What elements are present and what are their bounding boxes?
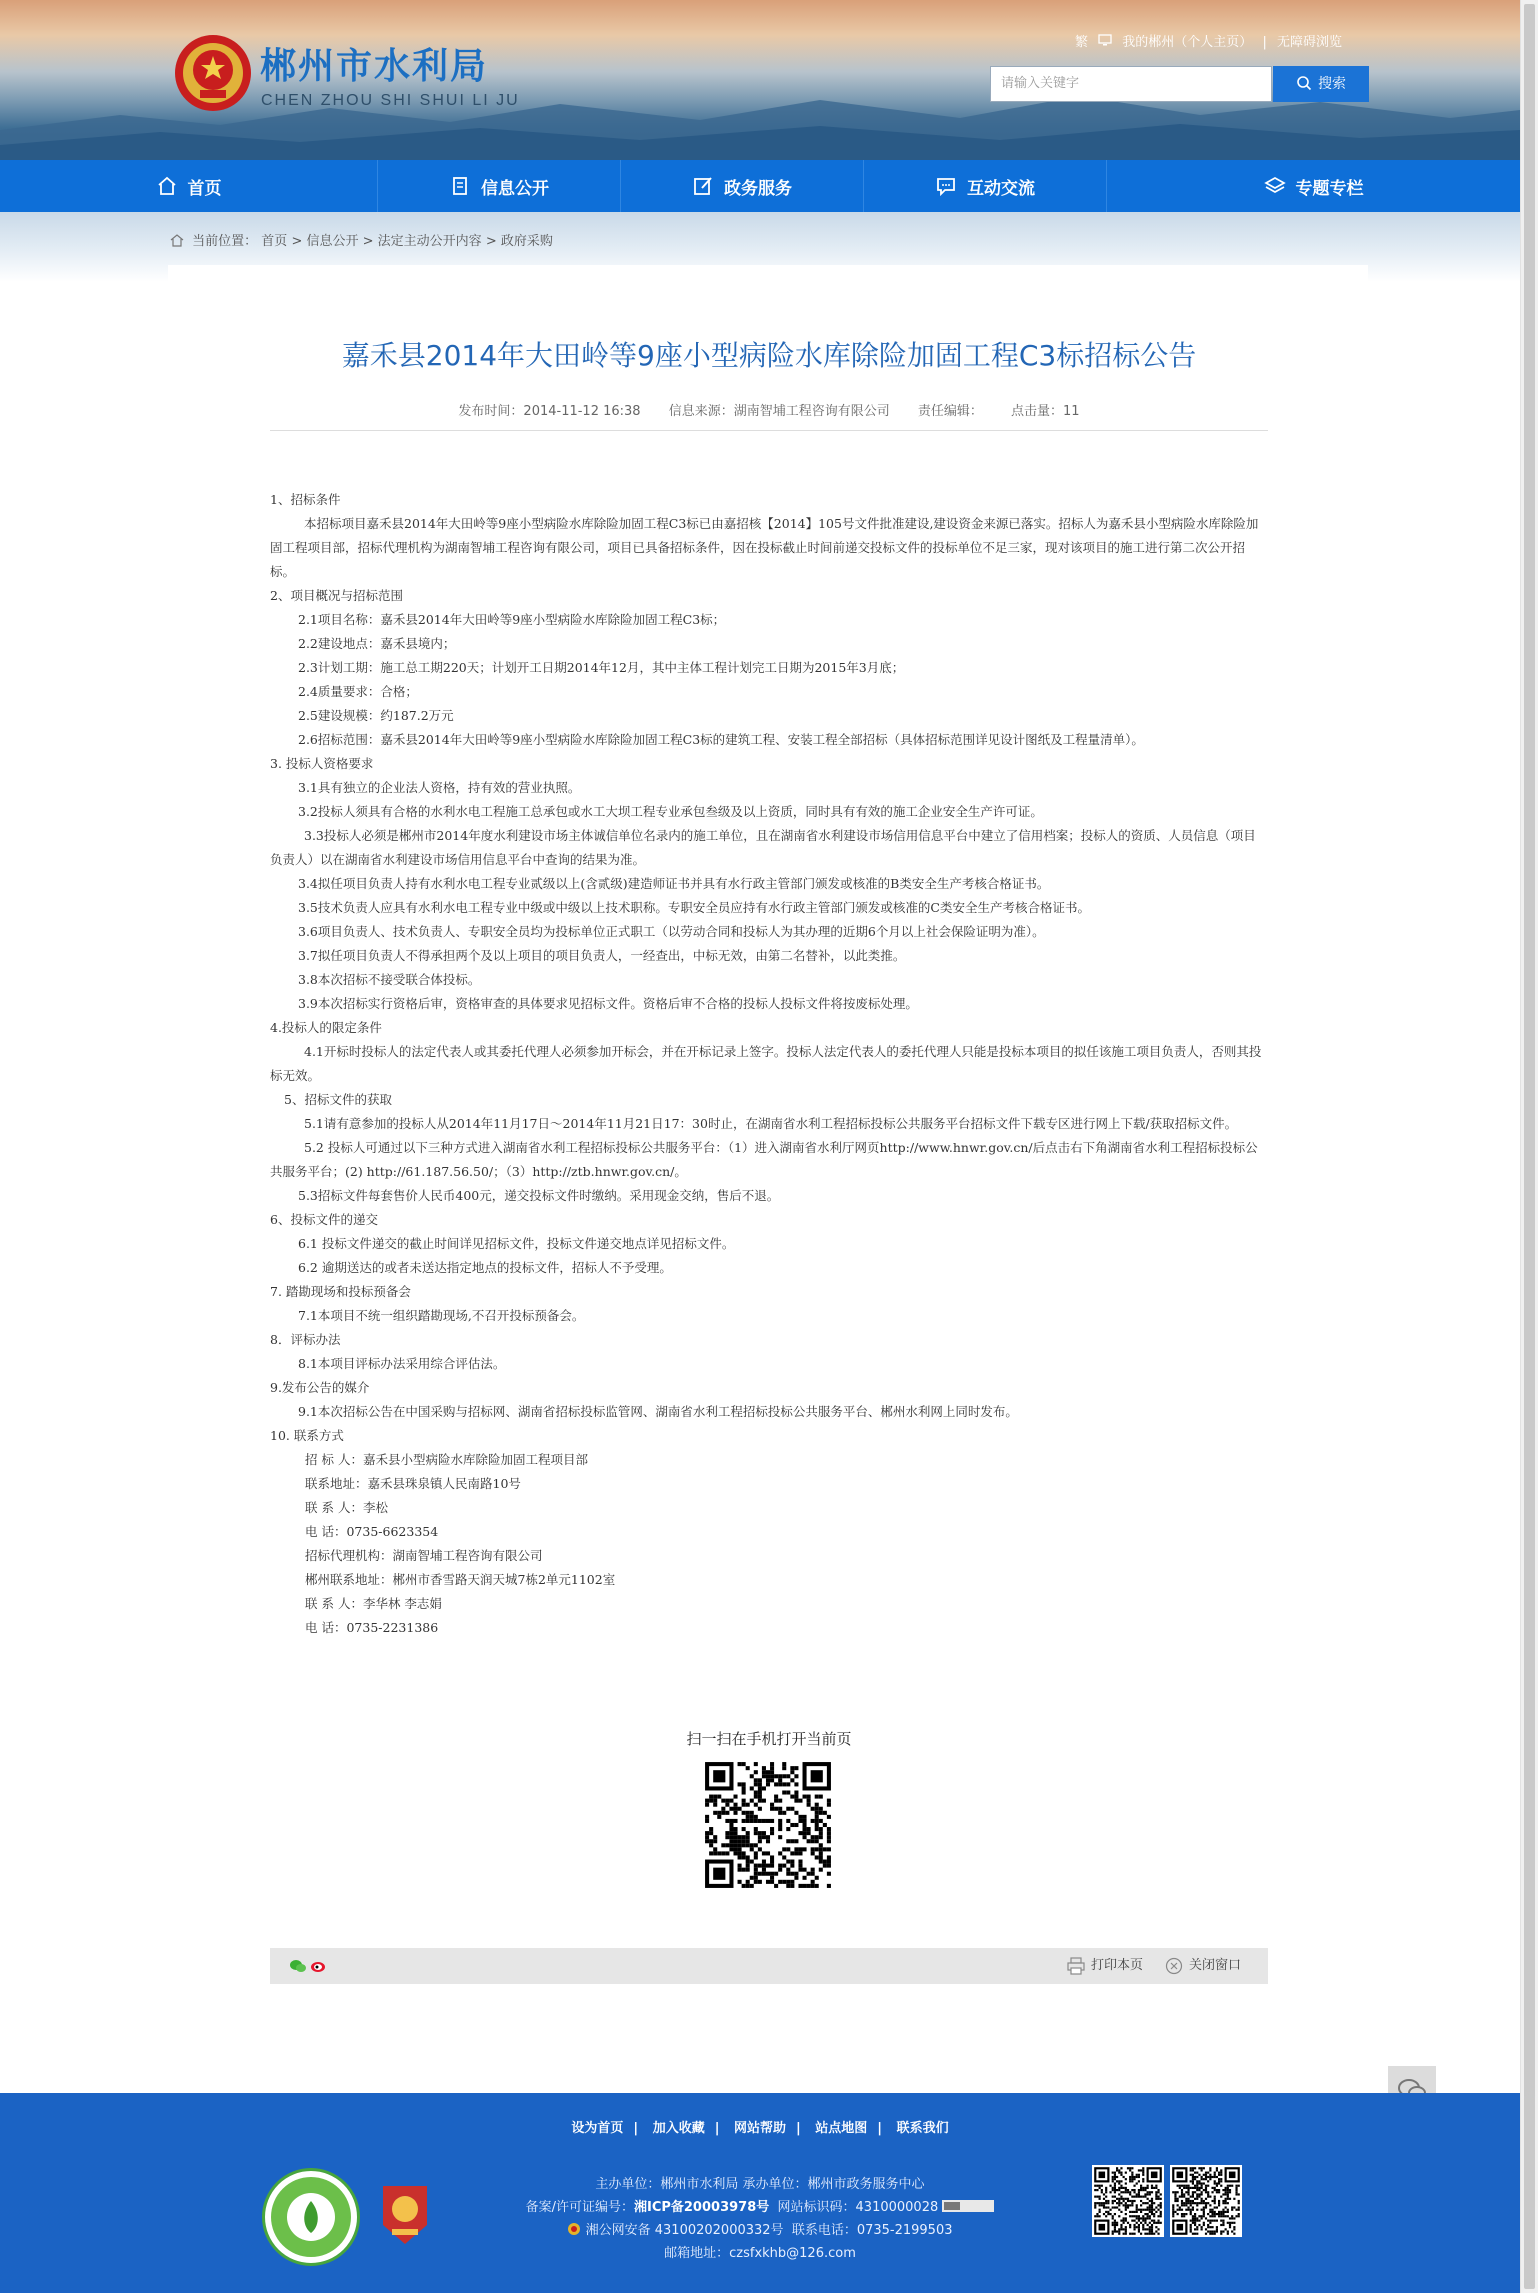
search-button[interactable] [1273, 66, 1369, 102]
body-paragraph: 6.1 投标文件递交的截止时间详见招标文件，投标文件递交地点详见招标文件。 [298, 1236, 735, 1251]
nav-info-disclosure[interactable] [378, 160, 621, 212]
info-source: 信息来源：湖南智埔工程咨询有限公司 [668, 404, 890, 419]
section-heading: 6、投标文件的递交 [270, 1212, 378, 1227]
footer-links [0, 2117, 1520, 2136]
site-help-link[interactable]: 网站帮助 [733, 2121, 786, 2136]
article-meta [0, 400, 1538, 419]
body-paragraph: 5.2 投标人可通过以下三种方式进入湖南省水利工程招标投标公共服务平台：（1）进入湖南省水利厅网页http://www.hnwr.gov.cn/后点击右下角湖南省水利工程招标投标公共服务平台；(2) http://61.187.56.50/；（3）http://ztb.hnwr.gov.cn/。 [270, 1140, 1258, 1179]
nav-interaction[interactable] [864, 160, 1107, 212]
body-paragraph: 2.5建设规模：约187.2万元 [298, 708, 454, 723]
my-homepage-link[interactable]: 我的郴州（个人主页） [1122, 35, 1253, 50]
body-paragraph: 联 系 人：李华林 李志娟 [305, 1596, 442, 1611]
body-paragraph: 3.8本次招标不接受联合体投标。 [298, 972, 481, 987]
body-paragraph: 3.1具有独立的企业法人资格，持有效的营业执照。 [298, 780, 581, 795]
host-unit: 主办单位：郴州市水利局 承办单位：郴州市政务服务中心 [595, 2177, 925, 2192]
traditional-chinese-link[interactable]: 繁 [1075, 35, 1089, 50]
footer-email: 邮箱地址：czsfxkhb@126.com [664, 2246, 856, 2261]
breadcrumb-separator: > [481, 234, 501, 249]
title-divider [270, 430, 1268, 431]
footer-qr-code [1092, 2165, 1164, 2237]
body-paragraph: 联 系 人：李松 [305, 1500, 388, 1515]
footer-divider: | [796, 2121, 801, 2136]
body-paragraph: 本招标项目嘉禾县2014年大田岭等9座小型病险水库除险加固工程C3标已由嘉招核【2014】105号文件批准建设,建设资金来源已落实。招标人为嘉禾县小型病险水库除险加固工程项目部，招标代理机构为湖南智埔工程咨询有限公司，项目已具备招标条件，因在投标截止时间前递交投标文件的投标单位不足三家，现对该项目的施工进行第二次公开招标。 [270, 516, 1259, 579]
set-homepage-link[interactable]: 设为首页 [571, 2121, 624, 2136]
document-icon [449, 175, 471, 197]
body-paragraph: 3.7拟任项目负责人不得承担两个及以上项目的项目负责人，一经查出，中标无效，由第二名替补，以此类推。 [298, 948, 906, 963]
body-paragraph: 8.1本项目评标办法采用综合评估法。 [298, 1356, 506, 1371]
body-paragraph: 电 话：0735-6623354 [305, 1524, 439, 1539]
site-code: 网站标识码：4310000028 [777, 2200, 939, 2215]
body-paragraph: 3.4拟任项目负责人持有水利水电工程专业贰级以上(含贰级)建造师证书并具有水行政主管部门颁发或核准的B类安全生产考核合格证书。 [298, 876, 1050, 891]
body-paragraph: 招标代理机构：湖南智埔工程咨询有限公司 [305, 1548, 543, 1563]
police-record[interactable]: 湘公网安备 43100202000332号 [585, 2223, 784, 2238]
scrollbar[interactable] [1520, 0, 1538, 2293]
breadcrumb-info[interactable]: 信息公开 [306, 234, 359, 249]
close-icon [1165, 1957, 1183, 1975]
body-paragraph: 5.1请有意参加的投标人从2014年11月17日～2014年11月21日17：30时止，在湖南省水利工程招标投标公共服务平台招标文件下载专区进行网上下载/获取招标文件。 [304, 1116, 1238, 1131]
section-heading: 9.发布公告的媒介 [270, 1380, 370, 1395]
footer-divider: | [714, 2121, 720, 2136]
body-paragraph: 郴州联系地址：郴州市香雪路天润天城7栋2单元1102室 [305, 1572, 616, 1587]
home-icon [156, 175, 178, 197]
section-heading: 5、招标文件的获取 [284, 1092, 392, 1107]
contact-link[interactable]: 联系我们 [896, 2121, 949, 2136]
nav-gov-services-label: 政务服务 [724, 178, 792, 199]
nav-gov-services[interactable] [621, 160, 864, 212]
body-paragraph: 联系地址：嘉禾县珠泉镇人民南路10号 [305, 1476, 521, 1491]
search-input[interactable]: 请输入关键字 [990, 66, 1272, 102]
breadcrumb [170, 230, 553, 249]
weibo-icon[interactable] [311, 1959, 327, 1973]
close-label: 关闭窗口 [1189, 1958, 1242, 1973]
section-heading: 10. 联系方式 [270, 1428, 344, 1443]
section-heading: 3. 投标人资格要求 [270, 756, 374, 771]
breadcrumb-procurement[interactable]: 政府采购 [500, 234, 553, 249]
nav-interaction-label: 互动交流 [967, 178, 1035, 199]
breadcrumb-home[interactable]: 首页 [261, 234, 288, 249]
body-paragraph: 6.2 逾期送达的或者未送达指定地点的投标文件，招标人不予受理。 [298, 1260, 672, 1275]
chat-icon [935, 175, 957, 197]
section-heading: 7. 踏勘现场和投标预备会 [270, 1284, 411, 1299]
print-button[interactable] [1065, 1948, 1143, 1984]
editor: 责任编辑： [917, 404, 983, 419]
footer-divider: | [633, 2121, 639, 2136]
body-paragraph: 3.3投标人必须是郴州市2014年度水利建设市场主体诚信单位名录内的施工单位，且在湖南省水利建设市场信用信息平台中建立了信用档案；投标人的资质、人员信息（项目负责人）以在湖南省水利建设市场信用信息平台中查询的结果为准。 [270, 828, 1256, 867]
footer-phone: 联系电话：0735-2199503 [791, 2223, 953, 2238]
jiucuo-badge-icon [942, 2200, 994, 2212]
view-count: 点击量：11 [1011, 404, 1080, 419]
police-emblem-icon [567, 2222, 581, 2236]
footer-info [0, 2173, 1520, 2265]
section-heading: 1、招标条件 [270, 492, 341, 507]
body-paragraph: 2.2建设地点：嘉禾县境内； [298, 636, 456, 651]
qr-caption: 扫一扫在手机打开当前页 [686, 1730, 852, 1748]
scrollbar-thumb[interactable] [1524, 4, 1535, 2289]
body-paragraph: 招 标 人：嘉禾县小型病险水库除险加固工程项目部 [305, 1452, 588, 1467]
main-nav [0, 160, 1520, 212]
print-label: 打印本页 [1091, 1958, 1144, 1973]
body-paragraph: 电 话：0735-2231386 [305, 1620, 439, 1635]
police-row [0, 2219, 1520, 2242]
icp-label: 备案/许可证编号： [525, 2200, 634, 2215]
body-paragraph: 2.4质量要求：合格； [298, 684, 418, 699]
nav-special-topics-label: 专题专栏 [1295, 178, 1364, 199]
footer [0, 2093, 1520, 2293]
sitemap-link[interactable]: 站点地图 [815, 2121, 868, 2136]
search-button-label: 搜索 [1318, 76, 1346, 92]
layers-icon [1264, 175, 1286, 197]
body-paragraph: 3.6项目负责人、技术负责人、专职安全员均为投标单位正式职工（以劳动合同和投标人为其办理的近期6个月以上社会保险证明为准）。 [298, 924, 1045, 939]
body-paragraph: 2.1项目名称：嘉禾县2014年大田岭等9座小型病险水库除险加固工程C3标； [298, 612, 726, 627]
section-heading: 8．评标办法 [270, 1332, 341, 1347]
icp-row [0, 2196, 1520, 2219]
printer-icon [1067, 1957, 1085, 1975]
article-body [270, 488, 1268, 1640]
nav-special-topics[interactable] [1107, 160, 1520, 212]
breadcrumb-legal[interactable]: 法定主动公开内容 [377, 234, 482, 249]
share-toolbar [270, 1948, 1268, 1984]
nav-home-label: 首页 [187, 178, 222, 199]
body-paragraph: 5.3招标文件每套售价人民币400元，递交投标文件时缴纳。采用现金交纳，售后不退。 [298, 1188, 780, 1203]
close-window-button[interactable] [1163, 1948, 1241, 1984]
body-paragraph: 9.1本次招标公告在中国采购与招标网、湖南省招标投标监管网、湖南省水利工程招标投标公共服务平台、郴州水利网上同时发布。 [298, 1404, 1018, 1419]
home-small-icon [170, 234, 184, 247]
monitor-icon [1098, 35, 1116, 50]
body-paragraph: 3.9本次招标实行资格后审，资格审查的具体要求见招标文件。资格后审不合格的投标人投标文件将按废标处理。 [298, 996, 918, 1011]
section-heading: 2、项目概况与招标范围 [270, 588, 403, 603]
body-paragraph: 3.2投标人须具有合格的水利水电工程施工总承包或水工大坝工程专业承包叁级及以上资质，同时具有有效的施工企业安全生产许可证。 [298, 804, 1043, 819]
breadcrumb-separator: > [358, 234, 378, 249]
breadcrumb-separator: > [287, 234, 307, 249]
article-title: 嘉禾县2014年大田岭等9座小型病险水库除险加固工程C3标招标公告 [341, 339, 1197, 372]
wechat-icon[interactable] [290, 1959, 306, 1973]
search-icon [1296, 75, 1312, 91]
body-paragraph: 2.3计划工期：施工总工期220天；计划开工日期2014年12月，其中主体工程计划完工日期为2015年3月底； [298, 660, 905, 675]
section-heading: 4.投标人的限定条件 [270, 1020, 382, 1035]
publish-time: 发布时间：2014-11-12 16:38 [458, 404, 641, 419]
link-divider: | [1262, 35, 1267, 50]
body-paragraph: 3.5技术负责人应具有水利水电工程专业中级或中级以上技术职称。专职安全员应持有水行政主管部门颁发或核准的C类安全生产考核合格证书。 [298, 900, 1090, 915]
nav-home[interactable] [0, 160, 378, 212]
national-emblem-logo[interactable] [172, 32, 254, 114]
add-favorites-link[interactable]: 加入收藏 [652, 2121, 705, 2136]
site-title[interactable]: 郴州市水利局 [260, 46, 489, 87]
icp-number[interactable]: 湘ICP备20003978号 [633, 2200, 770, 2215]
site-pinyin: CHEN ZHOU SHI SHUI LI JU [261, 92, 520, 109]
breadcrumb-prefix: 当前位置： [192, 234, 258, 249]
nav-info-disclosure-label: 信息公开 [481, 178, 549, 199]
edit-icon [692, 175, 714, 197]
page-qr-code [701, 1758, 835, 1892]
body-paragraph: 2.6招标范围：嘉禾县2014年大田岭等9座小型病险水库除险加固工程C3标的建筑工程、安装工程全部招标（具体招标范围详见设计图纸及工程量清单）。 [298, 732, 1144, 747]
accessibility-link[interactable]: 无障碍浏览 [1276, 35, 1342, 50]
body-paragraph: 4.1开标时投标人的法定代表人或其委托代理人必须参加开标会，并在开标记录上签字。投标人法定代表人的委托代理人只能是投标本项目的拟任该施工项目负责人，否则其投标无效。 [270, 1044, 1262, 1083]
body-paragraph: 7.1本项目不统一组织踏勘现场,不召开投标预备会。 [298, 1308, 585, 1323]
footer-divider: | [877, 2121, 883, 2136]
footer-qr-code [1170, 2165, 1242, 2237]
top-links [1075, 31, 1348, 50]
